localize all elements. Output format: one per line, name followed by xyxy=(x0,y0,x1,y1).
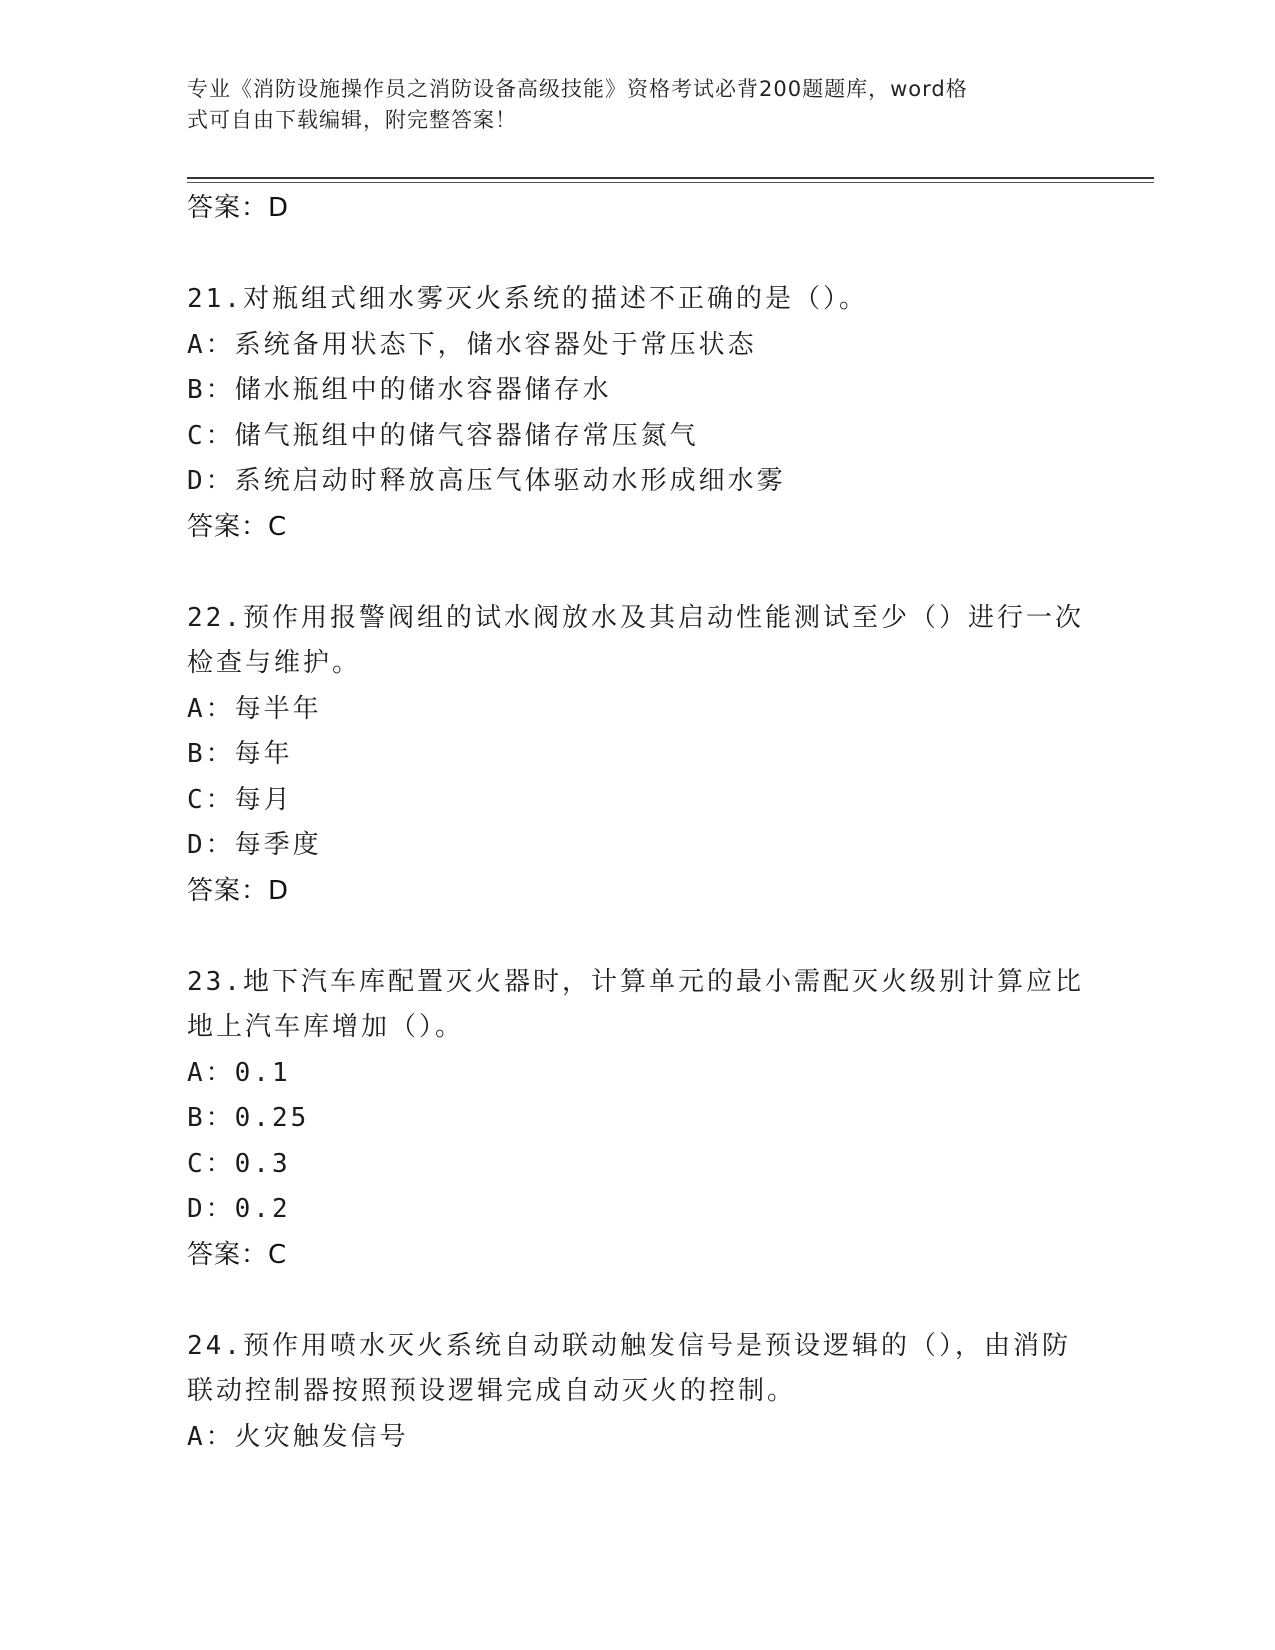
question-list xyxy=(187,186,1087,1460)
question-text-continued: 地上汽车库增加（）。 xyxy=(187,1012,465,1042)
option-c: C：储气瓶组中的储气容器储存常压氮气 xyxy=(187,420,699,451)
spacer xyxy=(187,1278,1087,1324)
option-a: A：系统备用状态下，储水容器处于常压状态 xyxy=(187,329,757,360)
option-a: A：火灾触发信号 xyxy=(187,1421,409,1452)
answer-line: 答案：D xyxy=(187,875,290,906)
option-b: B：储水瓶组中的储水容器储存水 xyxy=(187,375,612,405)
question-text: 22.预作用报警阀组的试水阀放水及其启动性能测试至少（）进行一次 xyxy=(187,602,1084,633)
header-divider-thin xyxy=(187,182,1154,183)
option-d: D：系统启动时释放高压气体驱动水形成细水雾 xyxy=(187,466,786,496)
question-block xyxy=(187,960,1087,1279)
question-text: 23.地下汽车库配置灭火器时，计算单元的最小需配灭火级别计算应比 xyxy=(187,966,1084,997)
header-line-2: 式可自由下载编辑，附完整答案！ xyxy=(187,108,517,132)
question-block xyxy=(187,1324,1087,1461)
question-block xyxy=(187,596,1087,915)
spacer xyxy=(187,550,1087,596)
option-c: C：每月 xyxy=(187,784,293,815)
option-c: C：0.3 xyxy=(187,1148,291,1179)
option-b: B：0.25 xyxy=(187,1103,310,1133)
spacer xyxy=(187,232,1087,278)
option-a: A：0.1 xyxy=(187,1057,291,1088)
answer-line: 答案：D xyxy=(187,193,290,223)
question-text-continued: 检查与维护。 xyxy=(187,648,362,678)
question-text-continued: 联动控制器按照预设逻辑完成自动灭火的控制。 xyxy=(187,1376,797,1406)
option-d: D：0.2 xyxy=(187,1194,291,1224)
header-line-1: 专业《消防设施操作员之消防设备高级技能》资格考试必背200题题库，word格 xyxy=(187,77,968,101)
header-divider-thick xyxy=(187,177,1154,179)
question-block xyxy=(187,277,1087,550)
document-header xyxy=(187,74,1067,136)
spacer xyxy=(187,914,1087,960)
option-a: A：每半年 xyxy=(187,693,322,724)
question-text: 21.对瓶组式细水雾灭火系统的描述不正确的是（）。 xyxy=(187,284,868,314)
option-b: B：每年 xyxy=(187,739,293,769)
question-text: 24.预作用喷水灭火系统自动联动触发信号是预设逻辑的（），由消防 xyxy=(187,1330,1071,1361)
option-d: D：每季度 xyxy=(187,830,322,860)
answer-line: 答案：C xyxy=(187,1239,288,1270)
answer-line: 答案：C xyxy=(187,511,288,542)
